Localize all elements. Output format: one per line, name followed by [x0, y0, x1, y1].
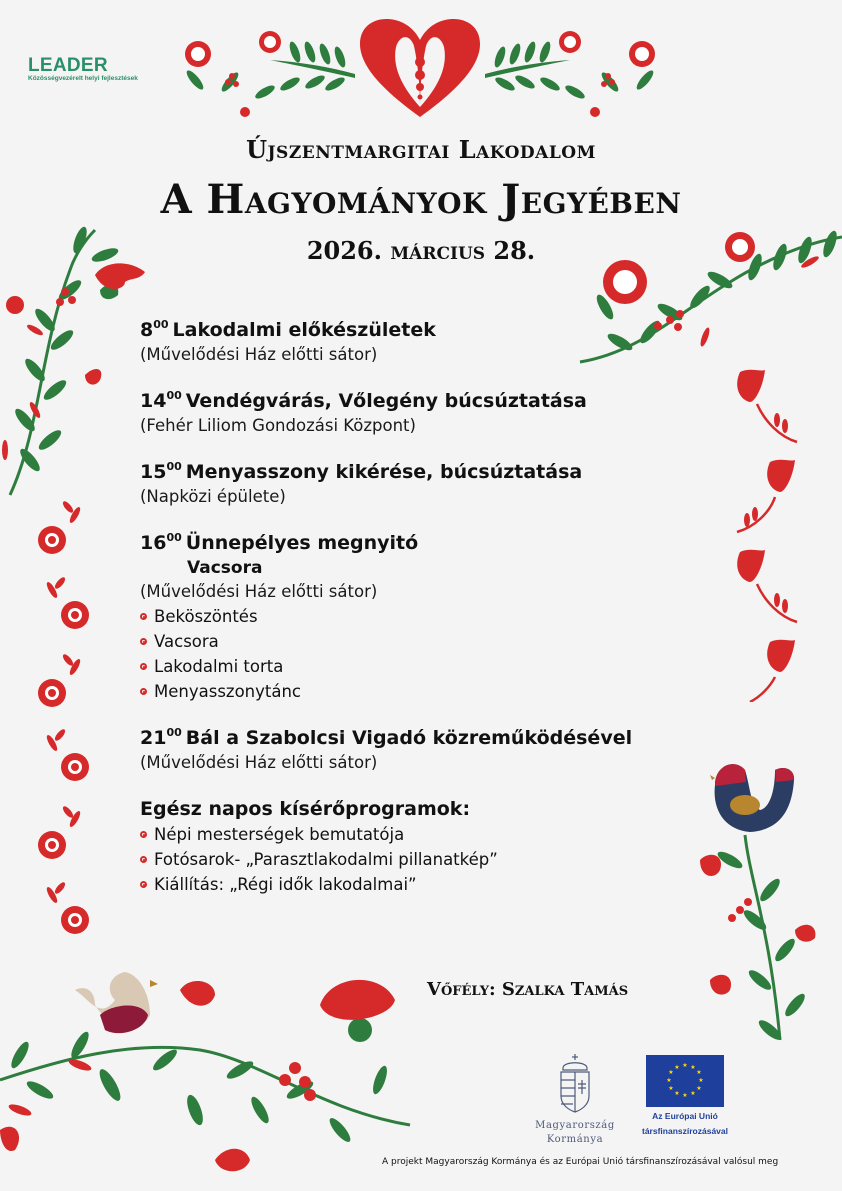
program-hour: 8: [140, 319, 154, 341]
program-title: Lakodalmi előkészületek: [172, 319, 436, 341]
folk-heart-icon: [360, 19, 480, 117]
tulip-icon: [737, 370, 797, 442]
program-title: Vendégvárás, Vőlegény búcsúztatása: [185, 390, 587, 412]
event-date: 2026. március 28.: [306, 236, 536, 265]
leader-logo-name: LEADER: [28, 55, 108, 76]
program-location: (Napközi épülete): [140, 487, 286, 506]
leader-logo-tagline: Közösségvezérelt helyi fejlesztések: [28, 75, 138, 82]
ring-bullet-icon: [140, 856, 147, 863]
program-location: (Művelődési Ház előtti sátor): [140, 345, 378, 364]
program-item: [140, 531, 740, 704]
program-list: [140, 318, 740, 919]
program-minute: 00: [153, 317, 169, 331]
list-item: Beköszöntés: [140, 604, 740, 629]
svg-text:★: ★: [666, 1077, 672, 1084]
daisy-flower-icon: [38, 500, 82, 554]
eu-line1: Az Európai Unió: [652, 1111, 718, 1121]
daisy-flower-icon: [45, 728, 89, 781]
folk-bird-icon: [75, 972, 158, 1033]
ring-bullet-icon: [140, 831, 147, 838]
program-minute: 00: [166, 459, 182, 473]
program-item: [140, 318, 740, 367]
program-item: [140, 726, 740, 775]
bottom-left-bird-branch: [0, 960, 420, 1191]
program-hour: 16: [140, 532, 167, 554]
svg-text:★: ★: [668, 1085, 674, 1092]
side-programs: [140, 797, 740, 897]
svg-text:★: ★: [696, 1085, 702, 1092]
eu-line2: társfinanszírozásával: [642, 1126, 728, 1136]
program-location: (Művelődési Ház előtti sátor): [140, 753, 378, 772]
tulip-icon: [737, 460, 795, 532]
eu-flag-icon: [646, 1055, 724, 1107]
ring-bullet-icon: [140, 663, 147, 670]
svg-text:★: ★: [668, 1069, 674, 1076]
program-minute: 00: [166, 725, 182, 739]
program-minute: 00: [166, 388, 182, 402]
government-line2: Kormánya: [546, 1134, 604, 1145]
program-title: Ünnepélyes megnyitó: [185, 532, 419, 554]
list-item: Vacsora: [140, 629, 740, 654]
program-hour: 21: [140, 727, 167, 749]
svg-text:★: ★: [690, 1090, 696, 1097]
event-name: Újszentmargitai Lakodalom: [246, 135, 596, 164]
footer-note: A projekt Magyarország Kormánya és az Európai Unió társfinanszírozásával valósul meg: [382, 1157, 779, 1167]
government-logo: [520, 1052, 630, 1146]
program-title: Menyasszony kikérése, búcsúztatása: [185, 461, 583, 483]
svg-text:★: ★: [674, 1090, 680, 1097]
program-location: (Művelődési Ház előtti sátor): [140, 582, 378, 601]
program-subtitle: Vacsora: [187, 558, 263, 578]
list-item: Népi mesterségek bemutatója: [140, 822, 740, 847]
daisy-flower-icon: [45, 576, 89, 629]
svg-text:★: ★: [674, 1064, 680, 1071]
ring-bullet-icon: [140, 638, 147, 645]
tulip-icon: [737, 550, 797, 622]
program-hour: 15: [140, 461, 167, 483]
svg-text:★: ★: [698, 1077, 704, 1084]
program-title: Bál a Szabolcsi Vigadó közreműködésével: [185, 727, 633, 749]
side-programs-title: Egész napos kísérőprogramok:: [140, 798, 471, 820]
left-flower-column: [30, 495, 100, 945]
host-name: Vőfély: Szalka Tamás: [427, 979, 629, 1000]
svg-text:★: ★: [690, 1064, 696, 1071]
page-title: A Hagyományok Jegyében: [160, 176, 682, 223]
ring-bullet-icon: [140, 613, 147, 620]
ring-bullet-icon: [140, 688, 147, 695]
ring-bullet-icon: [140, 881, 147, 888]
right-tulip-column: [725, 362, 825, 702]
svg-text:★: ★: [682, 1092, 688, 1099]
svg-text:★: ★: [696, 1069, 702, 1076]
svg-text:★: ★: [682, 1062, 688, 1069]
daisy-flower-icon: [38, 805, 82, 859]
daisy-flower-icon: [45, 881, 89, 934]
eu-logo: [640, 1055, 730, 1137]
program-item: [140, 389, 740, 438]
program-location: (Fehér Liliom Gondozási Központ): [140, 416, 416, 435]
top-folk-ornament: [170, 12, 670, 122]
hungarian-coat-of-arms-icon: [555, 1052, 595, 1114]
tulip-icon: [750, 640, 795, 702]
list-item: Fotósarok- „Parasztlakodalmi pillanatkép”: [140, 847, 740, 872]
list-item: Menyasszonytánc: [140, 679, 740, 704]
leader-logo: [28, 56, 138, 83]
list-item: Lakodalmi torta: [140, 654, 740, 679]
daisy-flower-icon: [38, 653, 82, 707]
program-minute: 00: [166, 530, 182, 544]
list-item: Kiállítás: „Régi idők lakodalmai”: [140, 872, 740, 897]
program-item: [140, 460, 740, 509]
government-line1: Magyarország: [535, 1120, 615, 1131]
program-hour: 14: [140, 390, 167, 412]
